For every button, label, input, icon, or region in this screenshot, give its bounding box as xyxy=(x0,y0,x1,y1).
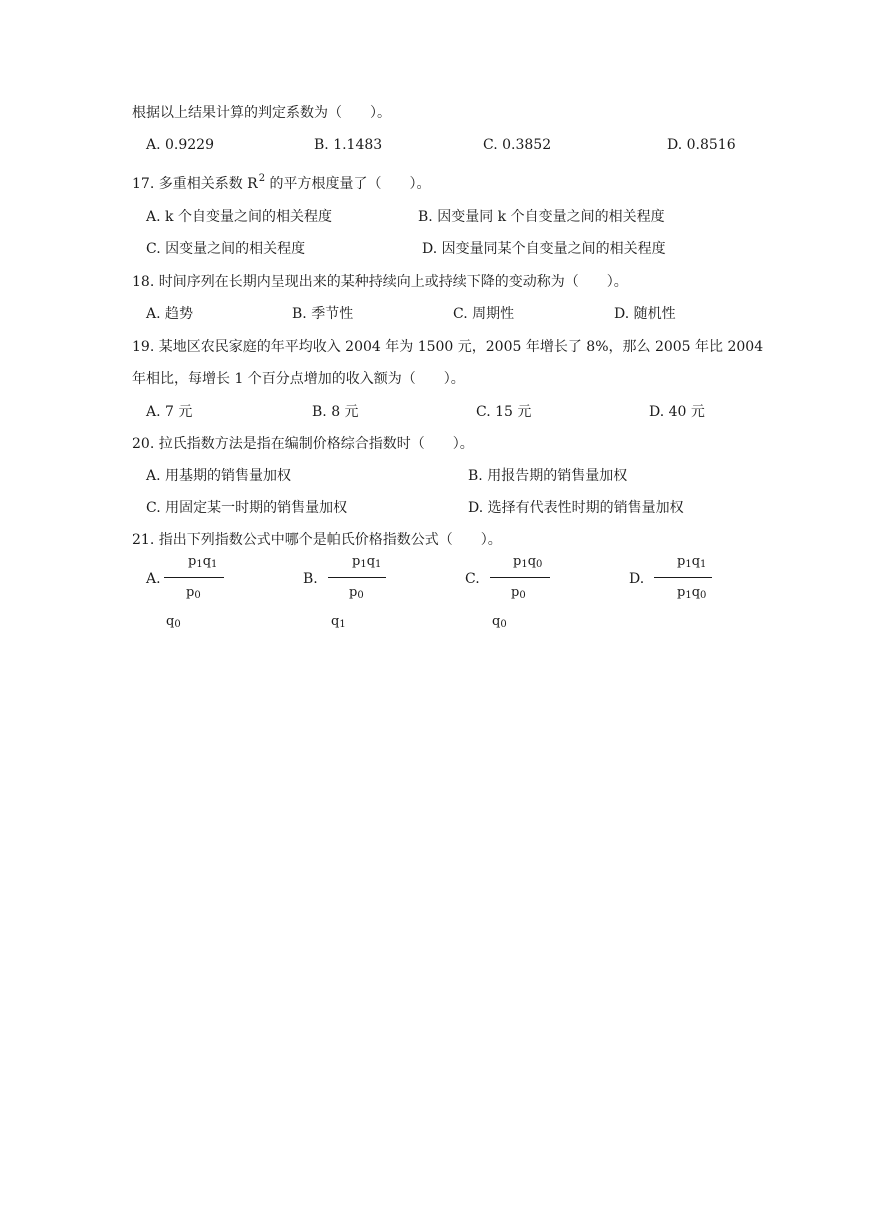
q21-option-b-fraction xyxy=(328,554,386,604)
q20-option-c: C. 用固定某一时期的销售量加权 xyxy=(146,500,348,516)
q17-superscript: 2 xyxy=(258,173,266,184)
fraction-denominator: p0 xyxy=(349,585,364,601)
fraction-denominator: p1q0 xyxy=(677,585,707,601)
q16-option-d: D. 0.8516 xyxy=(667,137,736,153)
q21-option-c-trailing-term: q0 xyxy=(492,614,507,630)
q21-option-d-fraction xyxy=(654,554,712,604)
q16-stem: 根据以上结果计算的判定系数为（ ）。 xyxy=(132,105,391,121)
fraction-bar xyxy=(654,577,712,578)
q19-option-b: B. 8 元 xyxy=(312,404,359,420)
fraction-denominator: p0 xyxy=(511,585,526,601)
fraction-numerator: p1q1 xyxy=(677,554,707,570)
q17-option-a: A. k 个自变量之间的相关程度 xyxy=(146,209,332,225)
fraction-denominator: p0 xyxy=(186,585,201,601)
q18-option-c: C. 周期性 xyxy=(453,306,515,322)
fraction-numerator: p1q1 xyxy=(188,554,218,570)
q18-option-a: A. 趋势 xyxy=(146,306,194,322)
fraction-bar xyxy=(164,577,224,578)
fraction-numerator: p1q1 xyxy=(352,554,382,570)
q20-option-d: D. 选择有代表性时期的销售量加权 xyxy=(468,500,684,516)
fraction-bar xyxy=(328,577,386,578)
q18-stem: 18. 时间序列在长期内呈现出来的某种持续向上或持续下降的变动称为（ ）。 xyxy=(132,274,628,290)
q21-option-d-label: D. xyxy=(629,571,645,587)
q19-option-c: C. 15 元 xyxy=(476,404,532,420)
q17-stem-after: 的平方根度量了（ ）。 xyxy=(265,176,431,192)
q21-option-b-label: B. xyxy=(303,571,318,587)
q21-option-a-trailing-term: q0 xyxy=(166,614,181,630)
q16-option-b: B. 1.1483 xyxy=(314,137,383,153)
q20-option-b: B. 用报告期的销售量加权 xyxy=(468,468,628,484)
q17-option-d: D. 因变量同某个自变量之间的相关程度 xyxy=(422,241,666,257)
q21-option-c-label: C. xyxy=(465,571,480,587)
q17-option-c: C. 因变量之间的相关程度 xyxy=(146,241,306,257)
q21-option-a-label: A. xyxy=(146,571,161,587)
q21-option-c-fraction xyxy=(490,554,550,604)
q16-option-a: A. 0.9229 xyxy=(146,137,214,153)
q20-stem: 20. 拉氏指数方法是指在编制价格综合指数时（ ）。 xyxy=(132,436,474,452)
fraction-bar xyxy=(490,577,550,578)
q21-option-a-fraction xyxy=(164,554,224,604)
q17-stem xyxy=(132,175,431,195)
q16-option-c: C. 0.3852 xyxy=(483,137,552,153)
q19-stem-line2: 年相比，每增长 1 个百分点增加的收入额为（ ）。 xyxy=(132,371,465,387)
q18-option-d: D. 随机性 xyxy=(614,306,676,322)
fraction-numerator: p1q0 xyxy=(513,554,543,570)
q19-option-d: D. 40 元 xyxy=(649,404,705,420)
q17-option-b: B. 因变量同 k 个自变量之间的相关程度 xyxy=(418,209,665,225)
q19-stem-line1: 19. 某地区农民家庭的年平均收入 2004 年为 1500 元，2005 年增长了 8%，那么 2005 年比 2004 xyxy=(132,339,764,355)
q21-stem: 21. 指出下列指数公式中哪个是帕氏价格指数公式（ ）。 xyxy=(132,532,502,548)
q21-option-b-trailing-term: q1 xyxy=(331,614,346,630)
q19-option-a: A. 7 元 xyxy=(146,404,193,420)
q17-stem-before: 17. 多重相关系数 R xyxy=(132,176,258,192)
q18-option-b: B. 季节性 xyxy=(292,306,354,322)
q20-option-a: A. 用基期的销售量加权 xyxy=(146,468,292,484)
